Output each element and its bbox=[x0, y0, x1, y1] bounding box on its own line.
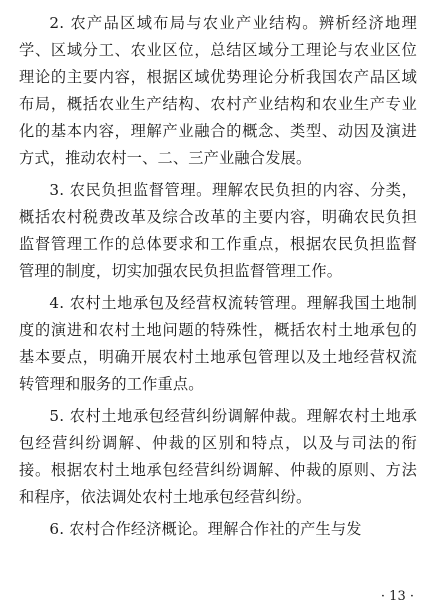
paragraph-item-3: 3. 农民负担监督管理。理解农民负担的内容、分类，概括农村税费改革及综合改革的主要内容，明确农民负担监督管理工作的总体要求和工作重点，根据农民负担监督管理的制度，切实加强农民负担监督管理工作。 bbox=[19, 181, 417, 280]
page-number: · 13 · bbox=[380, 589, 414, 604]
paragraph-item-5: 5. 农村土地承包经营纠纷调解仲裁。理解农村土地承包经营纠纷调解、仲裁的区别和特点，以及与司法的衔接。根据农村土地承包经营纠纷调解、仲裁的原则、方法和程序，依法调处农村土地承包经营纠纷。 bbox=[19, 407, 417, 506]
paragraph-item-6: 6. 农村合作经济概论。理解合作社的产生与发 bbox=[49, 520, 362, 538]
paragraph-item-4: 4. 农村土地承包及经营权流转管理。理解我国土地制度的演进和农村土地问题的特殊性，概括农村土地承包的基本要点，明确开展农村土地承包管理以及土地经营权流转管理和服务的工作重点。 bbox=[19, 294, 417, 393]
paragraph-item-2: 2. 农产品区域布局与农业产业结构。辨析经济地理学、区域分工、农业区位，总结区域分工理论与农业区位理论的主要内容，根据区域优势理论分析我国农产品区域布局，概括农业生产结构、农村产业结构和农业生产专业化的基本内容，理解产业融合的概念、类型、动因及演进方式，推动农村一、二、三产业融合发展。 bbox=[19, 14, 417, 167]
